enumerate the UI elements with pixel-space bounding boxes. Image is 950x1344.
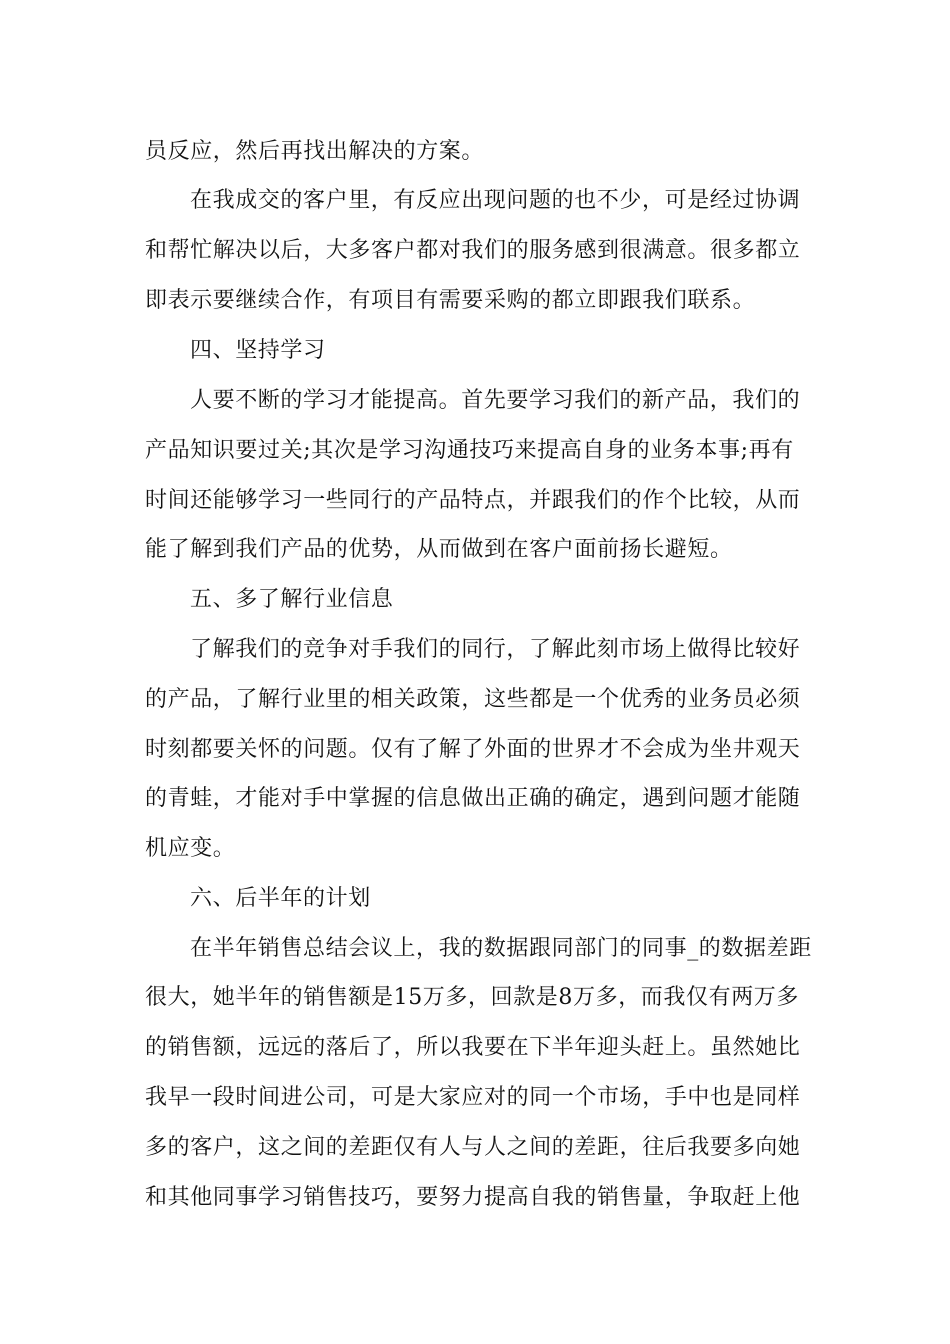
text-line: 很大，她半年的销售额是15万多，回款是8万多，而我仅有两万多 (145, 985, 799, 1010)
text-line: 机应变。 (145, 836, 236, 861)
section-heading: 五、多了解行业信息 (190, 587, 394, 612)
text-line: 我早一段时间进公司，可是大家应对的同一个市场，手中也是同样 (145, 1085, 801, 1110)
text-line: 能了解到我们产品的优势，从而做到在客户面前扬长避短。 (145, 537, 733, 562)
text-line: 即表示要继续合作，有项目有需要采购的都立即跟我们联系。 (145, 288, 756, 313)
section-heading: 六、后半年的计划 (190, 886, 371, 911)
text-line: 多的客户，这之间的差距仅有人与人之间的差距，往后我要多向她 (145, 1135, 801, 1160)
text-line: 时刻都要关怀的问题。仅有了解了外面的世界才不会成为坐井观天 (145, 737, 801, 762)
paragraph-start-line: 在半年销售总结会议上，我的数据跟同部门的同事_的数据差距 (190, 936, 812, 961)
text-line: 产品知识要过关;其次是学习沟通技巧来提高自身的业务本事;再有 (145, 438, 794, 463)
text-line: 员反应，然后再找出解决的方案。 (145, 139, 485, 164)
text-line: 的产品，了解行业里的相关政策，这些都是一个优秀的业务员必须 (145, 687, 801, 712)
text-line: 的销售额，远远的落后了，所以我要在下半年迎头赶上。虽然她比 (145, 1035, 801, 1060)
text-line: 和其他同事学习销售技巧，要努力提高自我的销售量，争取赶上他 (145, 1185, 801, 1210)
text-line: 的青蛙，才能对手中掌握的信息做出正确的确定，遇到问题才能随 (145, 786, 801, 811)
paragraph-start-line: 在我成交的客户里，有反应出现问题的也不少，可是经过协调 (190, 188, 801, 213)
paragraph-start-line: 人要不断的学习才能提高。首先要学习我们的新产品，我们的 (190, 388, 801, 413)
paragraph-start-line: 了解我们的竞争对手我们的同行，了解此刻市场上做得比较好 (190, 637, 801, 662)
text-line: 时间还能够学习一些同行的产品特点，并跟我们的作个比较，从而 (145, 488, 801, 513)
section-heading: 四、坚持学习 (190, 338, 326, 363)
text-line: 和帮忙解决以后，大多客户都对我们的服务感到很满意。很多都立 (145, 238, 801, 263)
